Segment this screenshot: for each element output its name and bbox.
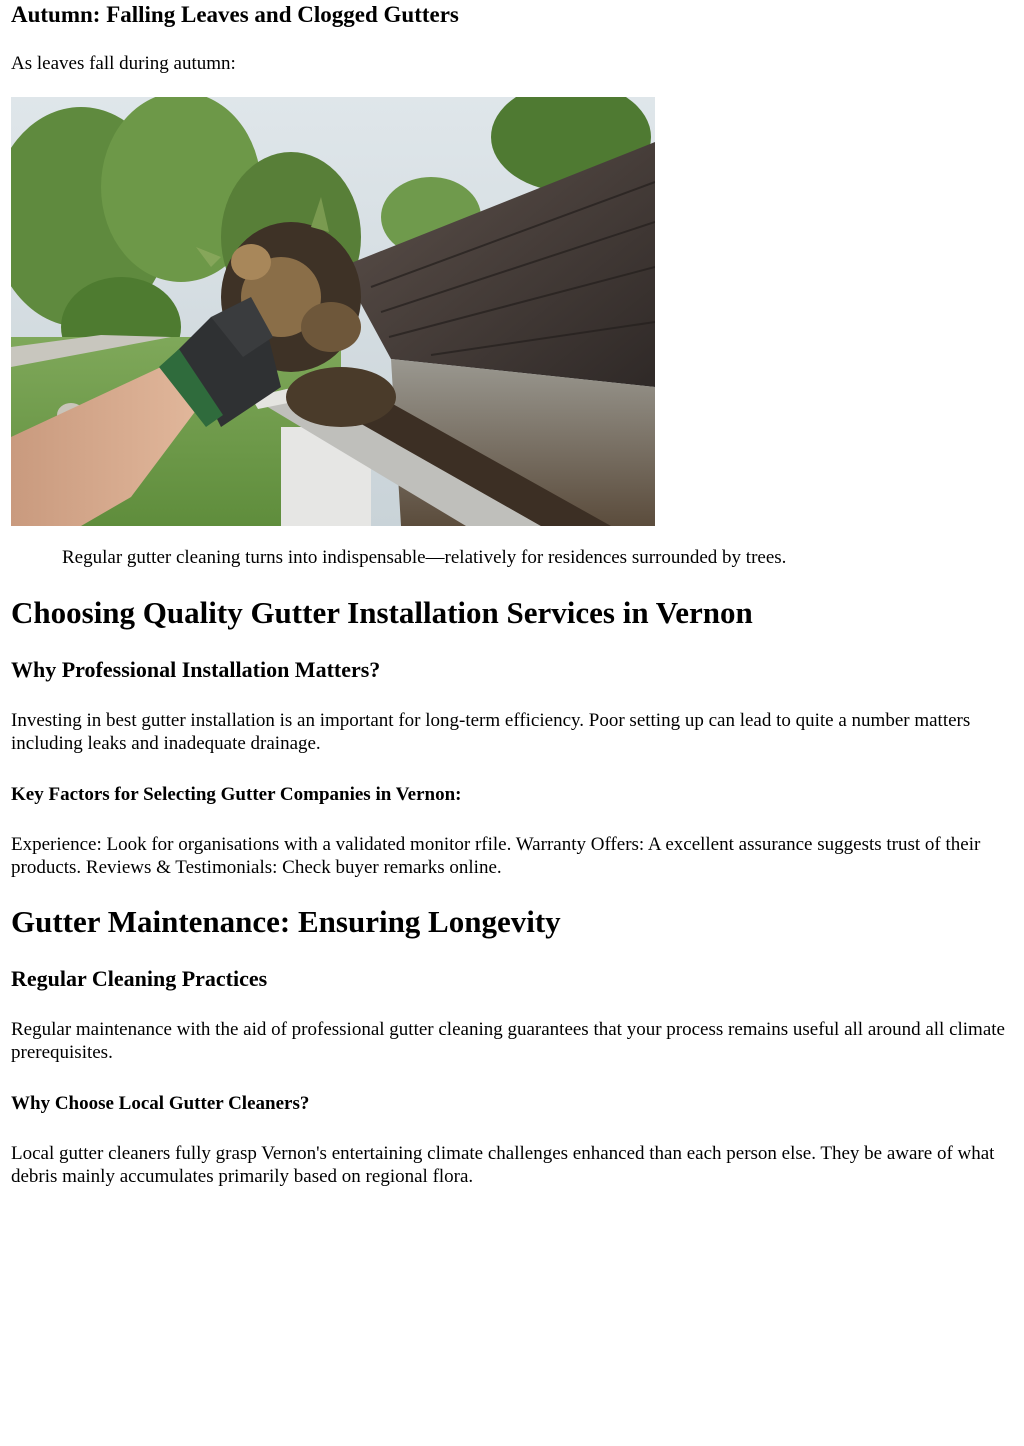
why-professional-text: Investing in best gutter installation is an important for long-term efficiency. Poor setting up can lead to quite a number matters including leaks and inadequate drainage.	[11, 710, 971, 754]
local-cleaners-heading: Why Choose Local Gutter Cleaners?	[11, 1093, 310, 1114]
maintenance-heading: Gutter Maintenance: Ensuring Longevity	[11, 904, 561, 939]
gutter-cleaning-photo	[11, 97, 655, 526]
regular-cleaning-heading: Regular Cleaning Practices	[11, 966, 268, 991]
key-factors-text: Experience: Look for organisations with a validated monitor rfile. Warranty Offers: A excellent assurance suggests trust of their products. Reviews & Testimonials: Check buyer remarks online.	[11, 834, 981, 878]
local-cleaners-text: Local gutter cleaners fully grasp Vernon's entertaining climate challenges enhanced than each person else. They be aware of what debris mainly accumulates primarily based on regional flora.	[11, 1143, 995, 1187]
regular-cleaning-text: Regular maintenance with the aid of professional gutter cleaning guarantees that your process remains useful all around all climate prerequisites.	[11, 1019, 1005, 1063]
choosing-heading: Choosing Quality Gutter Installation Services in Vernon	[11, 595, 753, 630]
autumn-heading: Autumn: Falling Leaves and Clogged Gutters	[11, 2, 459, 27]
key-factors-heading: Key Factors for Selecting Gutter Companies in Vernon:	[11, 784, 462, 805]
autumn-intro-text: As leaves fall during autumn:	[11, 53, 236, 74]
photo-caption: Regular gutter cleaning turns into indispensable—relatively for residences surrounded by trees.	[62, 547, 787, 568]
why-professional-heading: Why Professional Installation Matters?	[11, 657, 381, 682]
